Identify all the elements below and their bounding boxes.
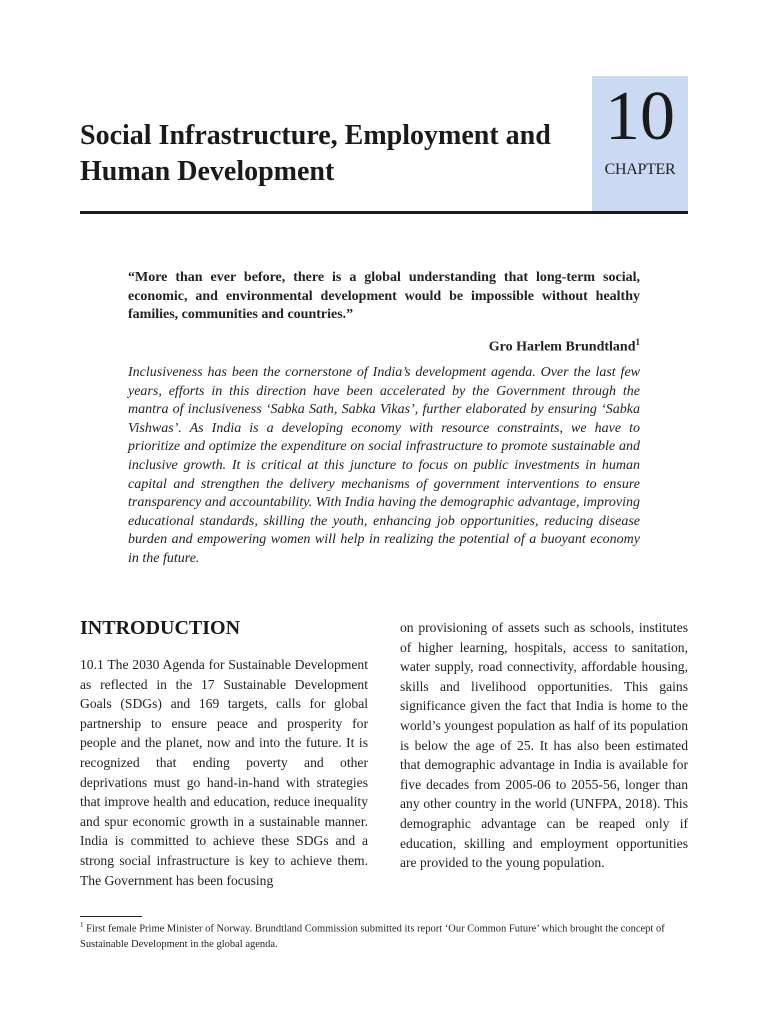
chapter-abstract: Inclusiveness has been the cornerstone of India’s development agenda. Over the last few years, efforts in this direction have been accelerated by the Government through the mantra of inclusiveness ‘Sabka Sath, Sabka Vikas’, further elaborated by ensuring ‘Sabka Vishwas’. As India is a developing economy with resource constraints, we have to prioritize and optimize the expenditure on social infrastructure to promote sustainable and inclusive growth. It is critical at this juncture to focus on public investments in human capital and strengthen the delivery mechanisms of government interventions to ensure transparency and accountability. With India having the demographic advantage, improving educational standards, skilling the youth, enhancing job opportunities, reducing disease burden and empowering women will help in realizing the potential of a buoyant economy in the future.: [128, 365, 640, 566]
footnote-text: First female Prime Minister of Norway. Brundtland Commission submitted its report ‘Our Common Future’ which brought the concept of Sustainable Development in the global agenda.: [80, 923, 665, 950]
chapter-number: 10: [605, 78, 675, 155]
chapter-title: Social Infrastructure, Employment and Human Development: [80, 120, 551, 187]
title-divider: [80, 211, 688, 214]
section-heading: INTRODUCTION: [80, 617, 241, 639]
epigraph-quote: “More than ever before, there is a global understanding that long-term social, economic, and environmental development would be impossible without healthy families, communities and countries.”: [128, 270, 640, 322]
quote-footnote-ref: 1: [635, 337, 640, 347]
footnote-ref: 1: [80, 921, 84, 929]
quote-author: Gro Harlem Brundtland: [488, 339, 636, 355]
epigraph-attribution: [128, 337, 640, 356]
footnote: [80, 918, 688, 952]
chapter-label: CHAPTER: [604, 161, 676, 178]
body-text-left-column: 10.1 The 2030 Agenda for Sustainable Development as reflected in the 17 Sustainable Development Goals (SDGs) and 169 targets, calls for global partnership to ensure peace and prosperity for people and the planet, now and into the future. It is recognized that ending poverty and other deprivations must go hand-in-hand with strategies that improve health and education, reduce inequality and spur economic growth in a sustainable manner. India is committed to achieve these SDGs and a strong social infrastructure is key to achieve them. The Government has been focusing: [80, 657, 368, 888]
footnote-divider: [80, 916, 142, 917]
chapter-number-box: [592, 76, 688, 212]
body-text-right-column: on provisioning of assets such as schools, institutes of higher learning, hospitals, access to sanitation, water supply, road connectivity, affordable housing, skills and livelihood opportunities. This gains significance given the fact that India is home to the world’s youngest population as half of its population is below the age of 25. It has also been estimated that demographic advantage in India is available for five decades from 2005-06 to 2055-56, longer than any other country in the world (UNFPA, 2018). This demographic advantage can be reaped only if education, skilling and employment opportunities are provided to the young population.: [400, 620, 688, 871]
